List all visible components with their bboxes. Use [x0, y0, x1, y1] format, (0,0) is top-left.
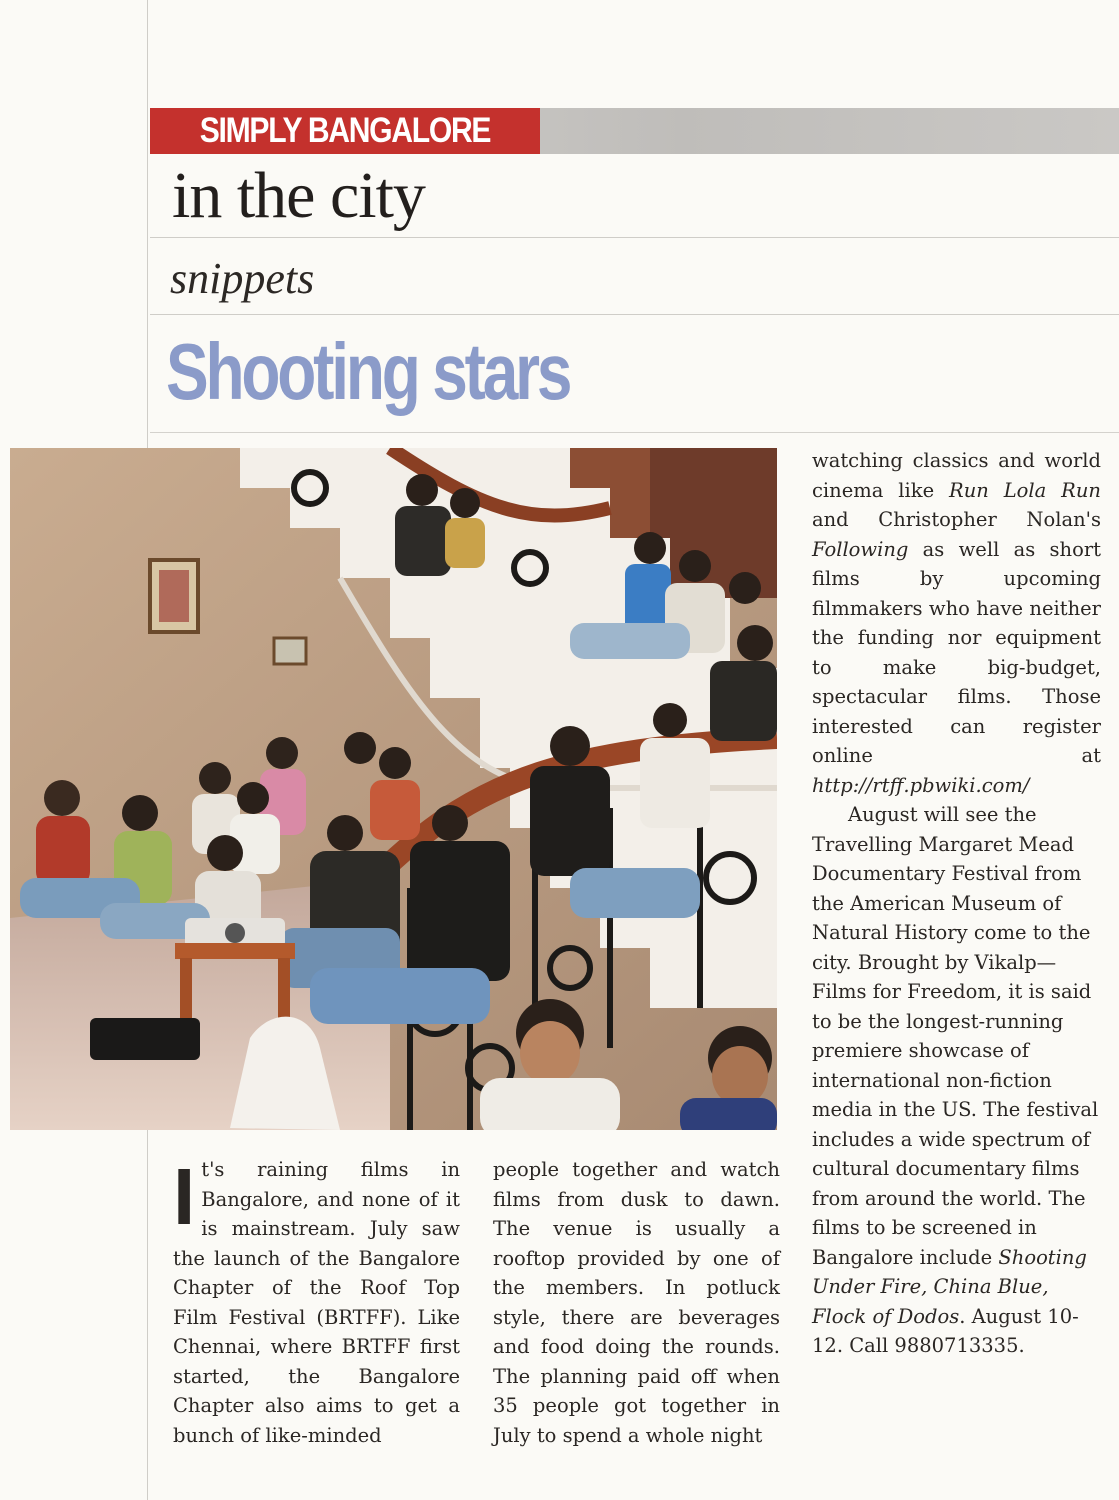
film-title: Run Lola Run	[949, 478, 1101, 502]
column-1-text: t's raining films in Bangalore, and none of it is mainstream. July saw the launch of the Bangalore Chapter of the Roof Top Film Festival (BRTFF). Like Chennai, where BRTFF first started, the Bangalore Chapter also aims to get a bunch of like-minded	[173, 1158, 460, 1447]
column-3-paragraph-2	[812, 800, 1101, 1361]
article-column-3	[812, 446, 1101, 1361]
text-run: as well as short films by upcoming filmmakers who have neither the funding nor equipment to make big-budget, spectacular films. Those interested can register online at	[812, 537, 1101, 767]
film-title: Following	[812, 537, 909, 561]
registration-url: http://rtff.pbwiki.com/	[812, 773, 1030, 797]
drop-cap: I	[173, 1152, 196, 1241]
article-column-1	[173, 1152, 460, 1450]
article-photo	[10, 448, 777, 1130]
column-2-text: people together and watch films from dusk to dawn. The venue is usually a rooftop provided by one of the members. In potluck style, there are beverages and food doing the rounds. The planning paid off when 35 people got together in July to spend a whole night	[493, 1158, 780, 1447]
section-title: in the city	[172, 159, 425, 232]
section-banner-label: SIMPLY BANGALORE	[199, 111, 491, 150]
text-run: August will see the Travelling Margaret Mead Documentary Festival from the American Museum of Natural History come to the city. Brought by Vikalp—Films for Freedom, it is said to be the longest-running premiere showcase of international non-fiction media in the US. The festival includes a wide spectrum of cultural documentary films from around the world. The films to be screened in Bangalore include	[812, 803, 1099, 1269]
article-column-2	[493, 1155, 780, 1450]
divider	[150, 432, 1119, 433]
text-run: and Christopher Nolan's	[812, 508, 1101, 531]
divider	[150, 314, 1119, 315]
film-titles: Shooting Under Fire, China Blue, Flock of Dodos	[812, 1245, 1087, 1328]
text-run: watching classics and world cinema like	[812, 449, 1101, 502]
section-kicker: snippets	[170, 254, 315, 303]
divider	[150, 237, 1119, 238]
text-run: . August 10-12. Call 9880713335.	[812, 1304, 1079, 1357]
article-headline: Shooting stars	[166, 327, 570, 416]
column-3-paragraph-1	[812, 446, 1101, 800]
